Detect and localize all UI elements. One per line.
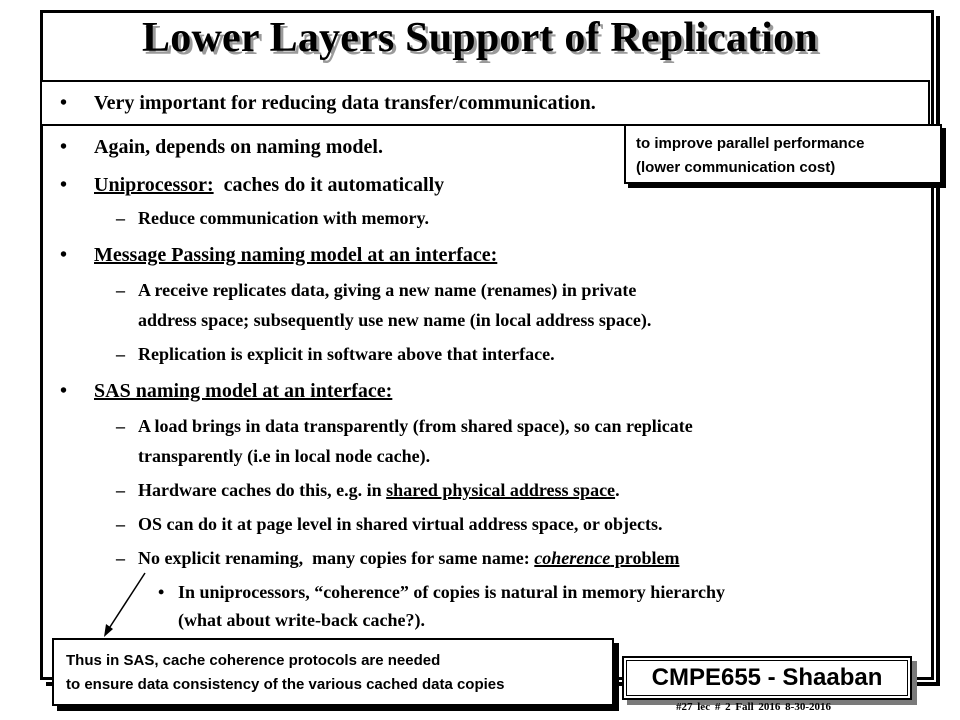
bullet-icon: •: [60, 92, 68, 114]
bullet-3-rest: caches do it automatically: [213, 174, 445, 196]
dash-icon: –: [116, 280, 125, 300]
bullet-2-text: Again, depends on naming model.: [94, 136, 383, 158]
bullet-icon: •: [60, 244, 68, 266]
bullet-icon: •: [60, 136, 68, 158]
slide-footer: #27 lec # 2 Fall 2016 8-30-2016: [676, 701, 831, 713]
callout-performance-line-2: (lower communication cost): [636, 159, 836, 176]
dash-icon: –: [116, 208, 125, 228]
bullet-icon: •: [60, 380, 68, 402]
bullet-1-text: Very important for reducing data transfer/communication.: [94, 92, 596, 114]
bullet-icon: •: [60, 174, 68, 196]
dash-icon: –: [116, 416, 125, 436]
course-badge: CMPE655 - Shaaban: [622, 656, 912, 700]
bullet-5-sub-1-line-2: transparently (i.e in local node cache).: [138, 446, 431, 466]
dash-icon: –: [116, 548, 125, 568]
bullet-5-sub-1-line-1: A load brings in data transparently (from shared space), so can replicate: [138, 416, 693, 436]
callout-coherence: [52, 638, 614, 706]
bullet-5-sub-4-sub-1-line-2: (what about write-back cache?).: [178, 610, 425, 630]
bullet-4-sub-2-text: Replication is explicit in software above that interface.: [138, 344, 555, 364]
bullet-4-sub-1-line-1: A receive replicates data, giving a new name (renames) in private: [138, 280, 637, 300]
bullet-5-sub-2-pre: Hardware caches do this, e.g. in: [138, 480, 387, 500]
bullet-5-sub-2-underlined: shared physical address space: [386, 480, 616, 500]
bullet-5-sub-3-text: OS can do it at page level in shared virtual address space, or objects.: [138, 514, 663, 534]
bullet-5-text: SAS naming model at an interface:: [94, 380, 393, 402]
slide-title: Lower Layers Support of Replication: [142, 15, 818, 61]
callout-coherence-line-1: Thus in SAS, cache coherence protocols are needed: [66, 652, 441, 669]
bullet-5-sub-2-post: .: [615, 480, 620, 500]
bullet-5-sub-4-post: problem: [610, 548, 680, 568]
bullet-4-text: Message Passing naming model at an interface:: [94, 244, 498, 266]
bullet-3-sub-1-text: Reduce communication with memory.: [138, 208, 429, 228]
bullet-5-sub-4-pre: No explicit renaming, many copies for same name:: [138, 548, 535, 568]
dash-icon: –: [116, 480, 125, 500]
bullet-4-sub-1-line-2: address space; subsequently use new name (in local address space).: [138, 310, 652, 330]
bullet-3-underlined: Uniprocessor:: [94, 174, 214, 196]
bullet-5-sub-4-sub-1-line-1: In uniprocessors, “coherence” of copies is natural in memory hierarchy: [178, 582, 725, 602]
bullet-icon: •: [158, 582, 165, 602]
bullet-5-sub-4-italic: coherence: [534, 548, 611, 568]
callout-performance-line-1: to improve parallel performance: [636, 135, 865, 152]
dash-icon: –: [116, 344, 125, 364]
dash-icon: –: [116, 514, 125, 534]
callout-coherence-line-2: to ensure data consistency of the various cached data copies: [66, 676, 505, 693]
